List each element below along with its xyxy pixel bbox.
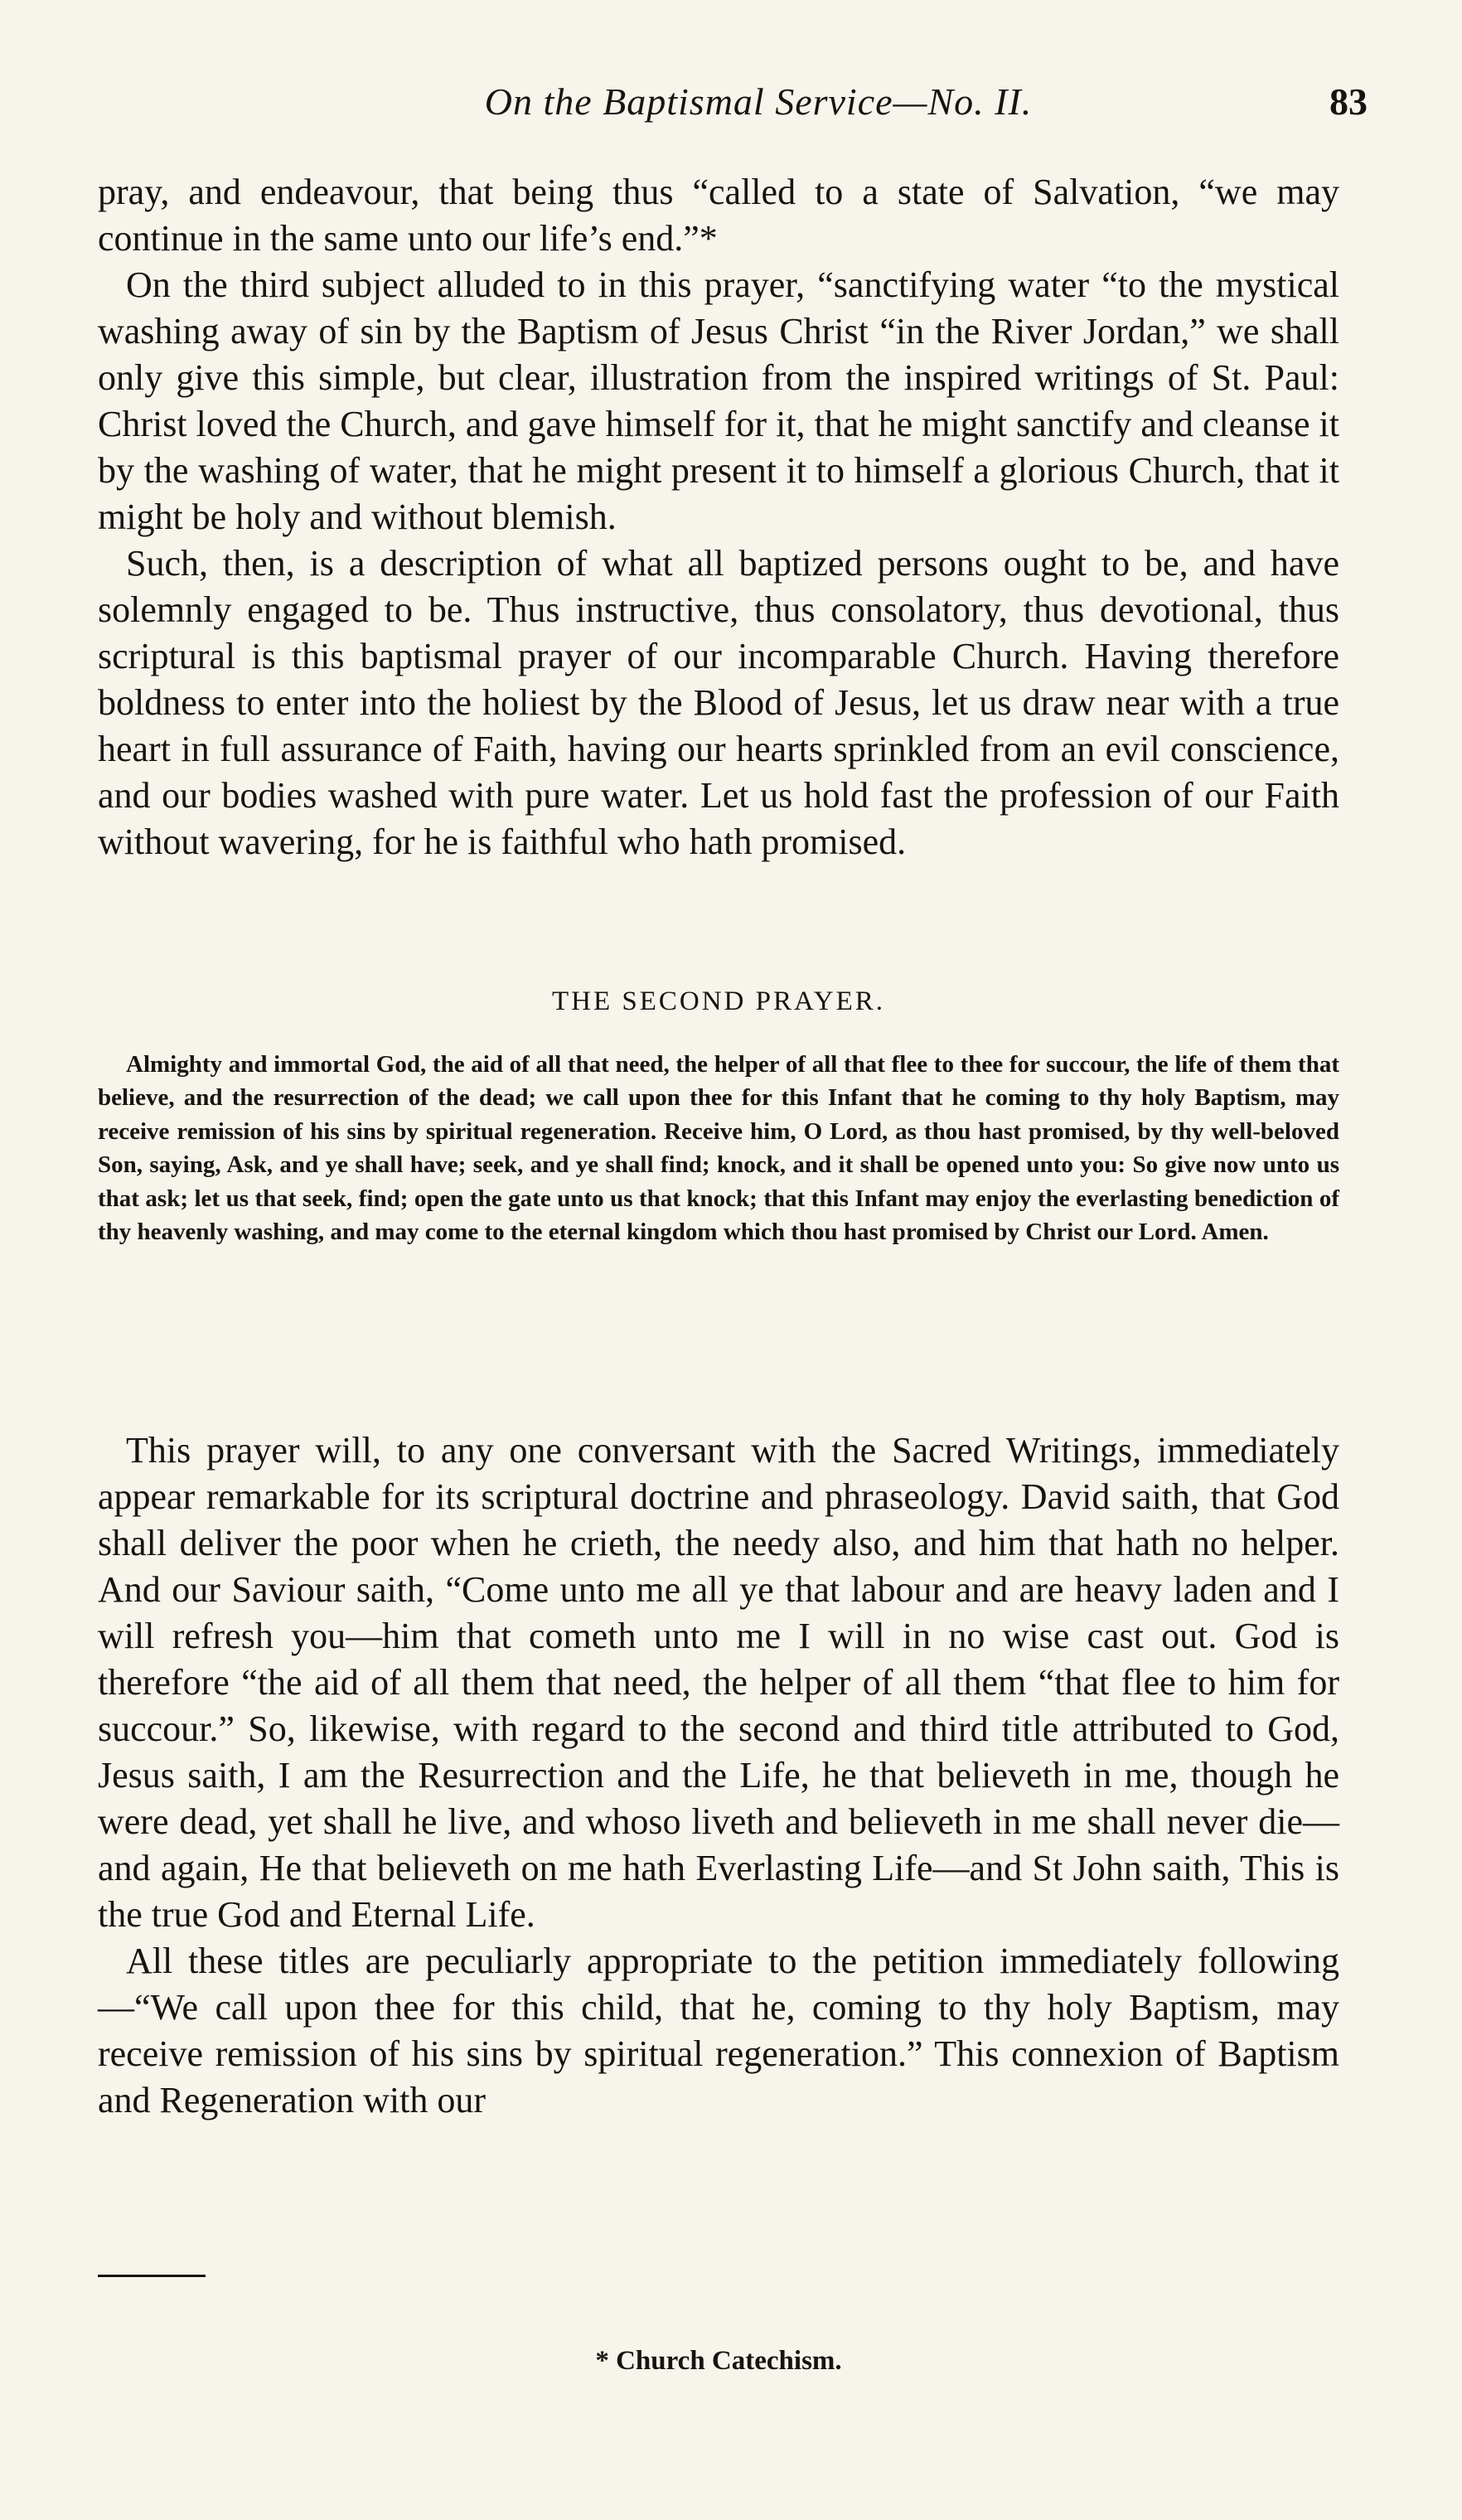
running-title: On the Baptismal Service—No. II. <box>484 80 1033 123</box>
body-section-1 <box>98 169 1339 865</box>
body-section-2 <box>98 1427 1339 2124</box>
paragraph: This prayer will, to any one conversant with the Sacred Writings, immediately appear remarkable for its scriptural doctrine and phraseology. David saith, that God shall deliver the poor when he crieth, the needy also, and him that hath no helper. And our Saviour saith, “Come unto me all ye that labour and are heavy laden and I will refresh you—him that cometh unto me I will in no wise cast out. God is therefore “the aid of all them that need, the helper of all them “that flee to him for succour.” So, likewise, with regard to the second and third title attributed to God, Jesus saith, I am the Resurrection and the Life, he that believeth in me, though he were dead, yet shall he live, and whoso liveth and believeth in me shall never die—and again, He that believeth on me hath Everlasting Life—and St John saith, This is the true God and Eternal Life. <box>98 1430 1339 1935</box>
section-heading: THE SECOND PRAYER. <box>551 986 886 1016</box>
paragraph: pray, and endeavour, that being thus “called to a state of Salvation, “we may continue in the same unto our life’s end.”* <box>98 172 1339 259</box>
running-header <box>390 80 1368 138</box>
paragraph: On the third subject alluded to in this prayer, “sanctifying water “to the mystical washing away of sin by the Baptism of Jesus Christ “in the River Jordan,” we shall only give this simple, but clear, illustration from the inspired writings of St. Paul: Christ loved the Church, and gave himself for it, that he might sanctify and cleanse it by the washing of water, that he might present it to himself a glorious Church, that it might be holy and without blemish. <box>98 264 1339 537</box>
footnote-rule <box>98 2275 206 2277</box>
prayer-paragraph: Almighty and immortal God, the aid of all that need, the helper of all that flee to thee for succour, the life of them that believe, and the resurrection of the dead; we call upon thee for this Infant that he coming to thy holy Baptism, may receive remission of his sins by spiritual regeneration. Receive him, O Lord, as thou hast promised, by thy well-beloved Son, saying, Ask, and ye shall have; seek, and ye shall find; knock, and it shall be opened unto you: So give now unto us that ask; let us that seek, find; open the gate unto us that knock; that this Infant may enjoy the everlasting benediction of thy heavenly washing, and may come to the eternal kingdom which thou hast promised by Christ our Lord. Amen. <box>98 1051 1339 1246</box>
paragraph: All these titles are peculiarly appropriate to the petition immediately following—“We call upon thee for this child, that he, coming to thy holy Baptism, may receive remission of his sins by spiritual regeneration.” This connexion of Baptism and Regeneration with our <box>98 1941 1339 2120</box>
page-number: 83 <box>1329 80 1368 123</box>
prayer-text <box>98 1048 1339 1248</box>
footnote: * Church Catechism. <box>595 2346 842 2376</box>
paragraph: Such, then, is a description of what all baptized persons ought to be, and have solemnly engaged to be. Thus instructive, thus consolatory, thus devotional, thus scriptural is this baptismal prayer of our incomparable Church. Having therefore boldness to enter into the holiest by the Blood of Jesus, let us draw near with a true heart in full assurance of Faith, having our hearts sprinkled from an evil conscience, and our bodies washed with pure water. Let us hold fast the profession of our Faith without wavering, for he is faithful who hath promised. <box>98 543 1339 862</box>
